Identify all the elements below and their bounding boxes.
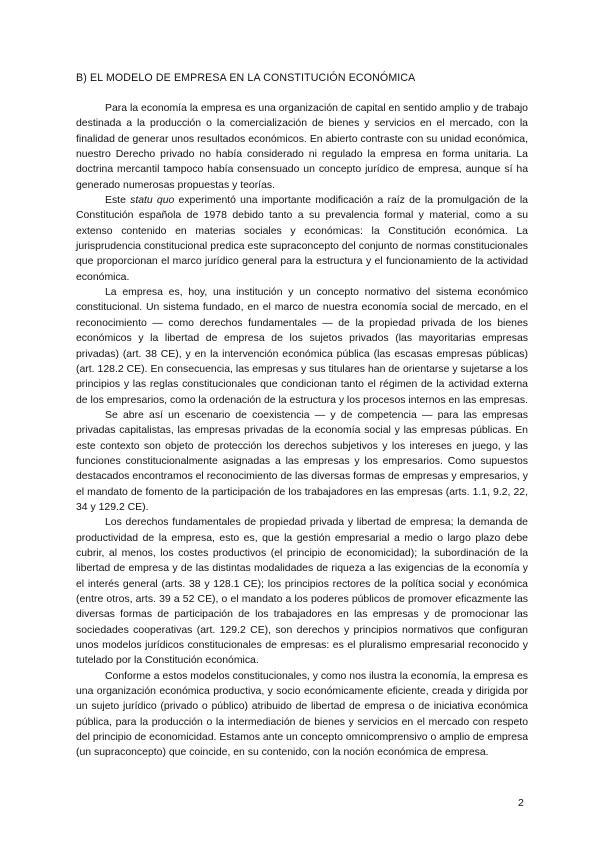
- paragraph-2-lead: Este: [105, 195, 131, 207]
- paragraph-2-body: experimentó una importante modificación a raíz de la promulgación de la Constitución española de 1978 debido tanto a su prevalencia formal y material, como a su extenso contenido en materias sociales y económicas: la Constitución económica. La jurisprudencia constitucional predica este supraconcepto del conjunto de normas constitucionales que proporcionan el marco jurídico general para la estructura y el funcionamiento de la actividad económica.: [76, 195, 528, 283]
- document-page: [76, 72, 528, 761]
- paragraph-2-italic-term: statu quo: [130, 195, 175, 207]
- paragraph-1: Para la economía la empresa es una organización de capital en sentido amplio y de trabajo destinada a la producción o la comercialización de bienes y servicios en el mercado, con la finalidad de generar unos resultados económicos. En abierto contraste con su unidad económica, nuestro Derecho privado no había considerado ni regulado la empresa en forma unitaria. La doctrina mercantil tampoco había consensuado un concepto jurídico de empresa, aunque sí ha generado numerosas propuestas y teorías.: [76, 103, 528, 191]
- paragraph-4: Se abre así un escenario de coexistencia — y de competencia — para las empresas privadas capitalistas, las empresas privadas de la economía social y las empresas públicas. En este contexto son objeto de protección los derechos subjetivos y los intereses en juego, y las funciones constitucionalmente asignadas a las empresas y los empresarios. Como supuestos destacados encontramos el reconocimiento de las diversas formas de empresas y empresarios, y el mandato de fomento de la participación de los trabajadores en las empresas (arts. 1.1, 9.2, 22, 34 y 129.2 CE).: [76, 409, 528, 513]
- paragraph-5: Los derechos fundamentales de propiedad privada y libertad de empresa; la demanda de productividad de la empresa, esto es, que la gestión empresarial a medio o largo plazo debe cubrir, al menos, los costes productivos (el principio de economicidad); la subordinación de la libertad de empresa y de las distintas modalidades de riqueza a las exigencias de la economía y el interés general (arts. 38 y 128.1 CE); los principios rectores de la política social y económica (entre otros, arts. 39 a 52 CE), o el mandato a los poderes públicos de promover eficazmente las diversas formas de participación de los trabajadores en las empresas y de promocionar las sociedades cooperativas (art. 129.2 CE), son derechos y principios normativos que configuran unos modelos jurídicos constitucionales de empresas: es el pluralismo empresarial reconocido y tutelado por la Constitución económica.: [76, 517, 528, 667]
- paragraph-3: La empresa es, hoy, una institución y un concepto normativo del sistema económico constitucional. Un sistema fundado, en el marco de nuestra economía social de mercado, en el reconocimiento — como derechos fundamentales — de la propiedad privada de los bienes económicos y la libertad de empresa de los sujetos privados (las mayoritarias empresas privadas) (art. 38 CE), y en la intervención económica pública (las escasas empresas públicas) (art. 128.2 CE). En consecuencia, las empresas y sus titulares han de orientarse y sujetarse a los principios y las reglas constitucionales que condicionan tanto el régimen de la actividad externa de los empresarios, como la ordenación de la estructura y los procesos internos en las empresas.: [76, 287, 528, 406]
- page-number: 2: [518, 797, 524, 809]
- section-heading: B) EL MODELO DE EMPRESA EN LA CONSTITUCIÓN ECONÓMICA: [76, 72, 416, 84]
- paragraph-2: [76, 193, 528, 285]
- paragraph-6: Conforme a estos modelos constitucionales, y como nos ilustra la economía, la empresa es una organización económica productiva, y socio económicamente eficiente, creada y dirigida por un sujeto jurídico (privado o público) atribuido de libertad de empresa o de iniciativa económica pública, para la producción o la intermediación de bienes y servicios en el mercado con respeto del principio de economicidad. Estamos ante un concepto omnicomprensivo o amplio de empresa (un supraconcepto) que coincide, en su contenido, con la noción económica de empresa.: [76, 670, 528, 759]
